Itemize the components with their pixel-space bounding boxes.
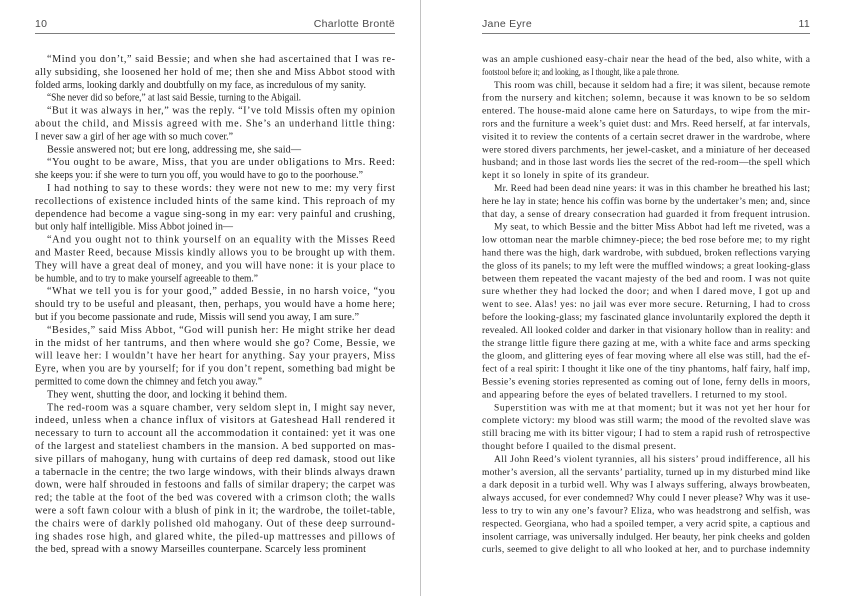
- text-line: less to try to win any one’s favour? Eliza, who was headstrong and selfish, was: [482, 506, 810, 517]
- text-line: Superstition was with me at that moment; but it was not yet her hour for: [494, 403, 810, 414]
- text-line: a dark deposit in a turbid well. Why was I always suffering, always browbeaten,: [482, 480, 810, 491]
- text-line: should try to be useful and pleasant, then, perhaps, you would have a home here;: [35, 299, 395, 311]
- text-line: husband; and in those last words lies the secret of the red-room—the spell which: [482, 158, 810, 169]
- text-line: They went, shutting the door, and locking it behind them.: [47, 389, 287, 401]
- text-line: but only half intelligible. Miss Abbot joined in—: [35, 221, 234, 233]
- text-line: indeed, unless when a chance influx of visitors at Gateshead Hall rendered it: [35, 415, 395, 427]
- text-line: necessary to turn to account all the accommodation it contained: yet it was one: [35, 428, 395, 440]
- text-line: in the midst of her tantrums, and then where would she go? Come, Bessie, we: [35, 337, 395, 349]
- text-line: from the nursery and kitchen; solemn, because it was known to be so seldom: [482, 93, 810, 104]
- text-line: of the largest and stateliest chambers in the mansion. A bed supported on mas-: [35, 441, 395, 452]
- text-line: folded arms, looking darkly and doubtfully on my face, as incredulous of my sanity.: [35, 79, 366, 91]
- text-line: I never saw a girl of her age with so much cover.”: [35, 131, 234, 143]
- text-line: the gloom, and glittering eyes of fear moving where all else was still, had the ef-: [482, 351, 810, 362]
- text-line: “She never did so before,” at last said Bessie, turning to the Abigail.: [47, 92, 301, 104]
- text-line: fect of a real spirit: I thought it like one of the tiny phantoms, half fairy, half imp,: [482, 364, 810, 375]
- text-line: will leave her: I wouldn’t have her heart for anything. Say your prayers, Miss: [35, 350, 395, 362]
- text-line: down, were half shrouded in festoons and falls of similar drapery; the carpet was: [35, 479, 395, 491]
- text-line: be humble, and to try to make yourself agreeable to them.”: [35, 273, 259, 285]
- text-line: the chairs were of darkly polished old mahogany. Out of these deep surround-: [35, 518, 395, 530]
- right-running-header: Jane Eyre: [482, 18, 532, 30]
- text-line: “And you ought not to think yourself on an equality with the Misses Reed: [47, 234, 395, 246]
- text-line: here he lay in state; hence his coffin was borne by the undertaker’s men; and, since: [482, 196, 810, 207]
- text-line: Bessie answered not; but ere long, addressing me, she said—: [47, 144, 301, 156]
- text-line: revealed. All looked colder and darker in that visionary hollow than in reality: and: [482, 325, 810, 336]
- text-line: hand there was the high, dark wardrobe, with subdued, broken reflections varying: [482, 248, 810, 259]
- page-left: [35, 18, 395, 565]
- text-line: Bessie’s evening stories represented as coming out of lone, ferny dells in moors,: [482, 377, 810, 388]
- text-line: rors and the furniture a week’s quiet dust: and Mrs. Reed herself, at far intervals,: [482, 119, 810, 130]
- text-line: They will have a great deal of money, and you will have none: it is your place to: [35, 260, 395, 272]
- text-line: respected. Georgiana, who had a spoiled temper, a very acrid spite, a captious and: [482, 519, 810, 530]
- text-line: “Besides,” said Miss Abbot, “God will punish her: He might strike her dead: [47, 324, 395, 336]
- text-line: that day, a sense of dreary consecration had guarded it from frequent intrusion.: [482, 209, 810, 220]
- right-page-text: [482, 43, 810, 565]
- text-line: permitted to come down the chimney and fetch you away.”: [35, 376, 263, 388]
- text-line: always accused, for ever condemned? Why could I never please? Why was it use-: [482, 493, 810, 504]
- text-line: “What we tell you is for your good,” added Bessie, in no harsh voice, “you: [47, 286, 395, 298]
- text-line: were stored divers parchments, her jewel-casket, and a miniature of her deceased: [482, 145, 810, 156]
- text-line: the gloss of its panels; to my left were the muffled windows; a great looking-glass: [482, 261, 810, 272]
- text-line: still bracing me with its bitter vigour; I had to stem a rapid rush of retrospective: [482, 429, 810, 440]
- text-line: sive pillars of mahogany, hung with curtains of deep red damask, stood out like: [35, 453, 395, 465]
- text-line: and appearing before the eyes of belated travellers. I returned to my stool.: [482, 390, 787, 401]
- text-line: “You ought to be aware, Miss, that you are under obligations to Mrs. Reed:: [47, 157, 395, 169]
- text-line: All John Reed’s violent tyrannies, all his sisters’ proud indifference, all his: [494, 454, 810, 465]
- text-line: “Mind you don’t,” said Bessie; and when she had ascertained that I was re-: [47, 54, 395, 65]
- left-page-number: 10: [35, 18, 48, 30]
- text-line: the bed, spread with a snowy Marseilles counterpane. Scarcely less prominent: [35, 544, 366, 556]
- text-line: I had nothing to say to these words: they were not new to me: my very first: [47, 183, 395, 194]
- text-line: she keeps you: if she were to turn you off, you would have to go to the poorhouse.”: [35, 170, 364, 182]
- text-line: recollections of existence included hints of the same kind. This reproach of my: [35, 195, 395, 207]
- text-line: were a soft fawn colour with a blush of pink in it; the wardrobe, the toilet-table,: [35, 505, 395, 517]
- text-line: mother’s aversion, all the servants’ partiality, turned up in my disturbed mind like: [482, 467, 810, 478]
- text-line: “But it was always in her,” was the reply. “I’ve told Missis often my opinion: [47, 105, 395, 117]
- text-line: thought before I quailed to the dismal present.: [482, 442, 676, 452]
- text-line: the strange little figure there gazing at me, with a white face and arms specking: [482, 338, 810, 349]
- text-line: This room was chill, because it seldom had a fire; it was silent, because remote: [494, 80, 810, 91]
- spine-divider: [420, 0, 421, 596]
- page-right: [482, 18, 810, 565]
- text-line: but if you become passionate and rude, Missis will send you away, I am sure.”: [35, 312, 359, 323]
- text-line: low ottoman near the marble chimney-piece; the bed rose before me; to my right: [482, 235, 810, 246]
- text-line: Mr. Reed had been dead nine years: it was in this chamber he breathed his last;: [494, 184, 810, 194]
- text-line: before the looking-glass; my fascinated glance involuntarily explored the depth it: [482, 313, 810, 323]
- text-line: kept it so lonely in spite of its grandeur.: [482, 171, 649, 182]
- text-line: Eyre, when you are by yourself; for if you don’t repent, something bad might be: [35, 363, 395, 375]
- text-line: and Master Reed, because Missis kindly allows you to be brought up with them.: [35, 247, 395, 259]
- text-line: went to see. Alas! yes: no jail was ever more secure. Returning, I had to cross: [482, 300, 810, 311]
- text-line: ing shades rose high, and glared white, the piled-up mattresses and pillows of: [35, 531, 395, 543]
- text-line: was an ample cushioned easy-chair near the head of the bed, also white, with a: [482, 55, 810, 65]
- text-line: dependence had become a vague sing-song in my ear: very painful and crushing,: [35, 208, 395, 220]
- right-page-number: 11: [798, 18, 810, 30]
- left-page-text: [35, 43, 395, 565]
- text-line: sure whether they had locked the door; and when I dared move, I got up and: [482, 287, 810, 298]
- text-line: footstool before it; and looking, as I thought, like a pale throne.: [482, 67, 723, 78]
- text-line: about the child, and Missis agreed with me. She’s an underhand little thing:: [35, 118, 395, 130]
- text-line: red; the table at the foot of the bed was covered with a crimson cloth; the walls: [35, 492, 395, 504]
- text-line: curls, seemed to give delight to all who looked at her, and to purchase indemnity: [482, 545, 810, 556]
- left-running-header: Charlotte Brontë: [313, 18, 395, 30]
- left-page-header: [35, 18, 395, 34]
- text-line: insolent carriage, was universally indulged. Her beauty, her pink cheeks and golden: [482, 532, 810, 543]
- text-line: between them repeated the vacant majesty of the bed and room. I was not quite: [482, 274, 810, 285]
- text-line: a tabernacle in the centre; the two large windows, with their blinds always drawn: [35, 466, 395, 478]
- text-line: The red-room was a square chamber, very seldom slept in, I might say never,: [47, 402, 395, 414]
- text-line: ally subsiding, she loosened her hold of me; then she and Miss Abbot stood with: [35, 66, 395, 78]
- text-line: complete victory: my blood was still warm; the mood of the revolted slave was: [482, 416, 810, 427]
- text-line: entered. The house-maid alone came here on Saturdays, to wipe from the mir-: [482, 106, 810, 117]
- text-line: visited it to review the contents of a certain secret drawer in the wardrobe, where: [482, 132, 810, 143]
- right-page-header: [482, 18, 810, 34]
- text-line: My seat, to which Bessie and the bitter Miss Abbot had left me riveted, was a: [494, 222, 810, 233]
